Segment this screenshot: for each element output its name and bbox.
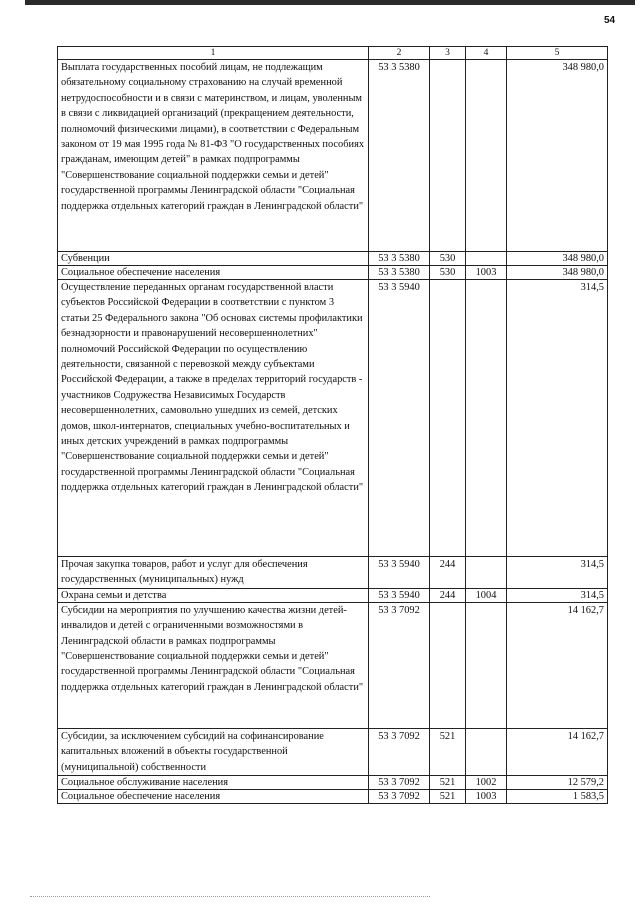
table-row <box>58 557 608 589</box>
amount: 14 162,7 <box>507 602 608 728</box>
expense-type-code: 530 <box>430 266 466 280</box>
target-article-code: 53 3 7092 <box>369 790 430 804</box>
item-name: Субсидии, за исключением субсидий на софинансирование капитальных вложений в объекты государственной (муниципальной) собственности <box>58 728 369 775</box>
target-article-code: 53 3 7092 <box>369 776 430 790</box>
table-row <box>58 728 608 775</box>
expense-type-code <box>430 602 466 728</box>
section-code: 1003 <box>466 266 507 280</box>
amount: 14 162,7 <box>507 728 608 775</box>
table-row <box>58 776 608 790</box>
expense-type-code: 244 <box>430 588 466 602</box>
table-row <box>58 790 608 804</box>
section-code <box>466 602 507 728</box>
column-header: 4 <box>466 47 507 60</box>
section-code <box>466 557 507 589</box>
column-header: 1 <box>58 47 369 60</box>
item-name: Социальное обеспечение населения <box>58 790 369 804</box>
table-row <box>58 266 608 280</box>
table-row <box>58 252 608 266</box>
table-row <box>58 588 608 602</box>
amount: 1 583,5 <box>507 790 608 804</box>
scan-bottom-artifact <box>30 896 430 897</box>
item-name: Субсидии на мероприятия по улучшению качества жизни детей-инвалидов и детей с ограниченными возможностями в Ленинградской области в рамках подпрограммы "Совершенствование социальной поддержки семьи и детей" государственной программы Ленинградской области "Социальная поддержка отдельных категорий граждан в Ленинградской области" <box>58 602 369 728</box>
item-name: Прочая закупка товаров, работ и услуг для обеспечения государственных (муниципальных) нужд <box>58 557 369 589</box>
table-row <box>58 280 608 557</box>
item-name: Социальное обеспечение населения <box>58 266 369 280</box>
item-name: Охрана семьи и детства <box>58 588 369 602</box>
expense-type-code: 521 <box>430 776 466 790</box>
amount: 12 579,2 <box>507 776 608 790</box>
scan-top-edge <box>25 0 635 5</box>
column-header: 3 <box>430 47 466 60</box>
expense-type-code: 530 <box>430 252 466 266</box>
target-article-code: 53 3 5380 <box>369 252 430 266</box>
section-code <box>466 252 507 266</box>
item-name: Выплата государственных пособий лицам, не подлежащим обязательному социальному страхованию на случай временной нетрудоспособности и в связи с материнством, и лицам, уволенным в связи с ликвидацией организаций (прекращением деятельности, полномочий физическими лицами), в соответствии с Федеральным законом от 19 мая 1995 года № 81-ФЗ "О государственных пособиях гражданам, имеющим детей" в рамках подпрограммы "Совершенствование социальной поддержки семьи и детей" государственной программы Ленинградской области "Социальная поддержка отдельных категорий граждан в Ленинградской области" <box>58 60 369 252</box>
item-name: Социальное обслуживание населения <box>58 776 369 790</box>
section-code <box>466 60 507 252</box>
target-article-code: 53 3 5940 <box>369 557 430 589</box>
section-code: 1002 <box>466 776 507 790</box>
table-header-row <box>58 47 608 60</box>
column-header: 2 <box>369 47 430 60</box>
expense-type-code: 521 <box>430 728 466 775</box>
item-name: Субвенции <box>58 252 369 266</box>
amount: 314,5 <box>507 557 608 589</box>
target-article-code: 53 3 7092 <box>369 728 430 775</box>
target-article-code: 53 3 5940 <box>369 280 430 557</box>
target-article-code: 53 3 5940 <box>369 588 430 602</box>
column-header: 5 <box>507 47 608 60</box>
section-code: 1003 <box>466 790 507 804</box>
expense-type-code: 521 <box>430 790 466 804</box>
amount: 348 980,0 <box>507 266 608 280</box>
budget-table <box>57 46 608 804</box>
page-number: 54 <box>604 15 616 26</box>
target-article-code: 53 3 5380 <box>369 266 430 280</box>
section-code <box>466 728 507 775</box>
table-row <box>58 60 608 252</box>
section-code: 1004 <box>466 588 507 602</box>
expense-type-code <box>430 60 466 252</box>
amount: 348 980,0 <box>507 252 608 266</box>
table-row <box>58 602 608 728</box>
amount: 314,5 <box>507 588 608 602</box>
expense-type-code: 244 <box>430 557 466 589</box>
amount: 348 980,0 <box>507 60 608 252</box>
item-name: Осуществление переданных органам государственной власти субъектов Российской Федерации в соответствии с пунктом 3 статьи 25 Федерального закона "Об основах системы профилактики безнадзорности и правонарушений несовершеннолетних" полномочий Российской Федерации по осуществлению деятельности, связанной с перевозкой между субъектами Российской Федерации, а также в пределах территорий государств - участников Содружества Независимых Государств несовершеннолетних, самовольно ушедших из семей, детских домов, школ-интернатов, специальных учебно-воспитательных и иных детских учреждений в рамках подпрограммы "Совершенствование социальной поддержки семьи и детей" государственной программы Ленинградской области "Социальная поддержка отдельных категорий граждан в Ленинградской области" <box>58 280 369 557</box>
target-article-code: 53 3 5380 <box>369 60 430 252</box>
amount: 314,5 <box>507 280 608 557</box>
target-article-code: 53 3 7092 <box>369 602 430 728</box>
expense-type-code <box>430 280 466 557</box>
section-code <box>466 280 507 557</box>
